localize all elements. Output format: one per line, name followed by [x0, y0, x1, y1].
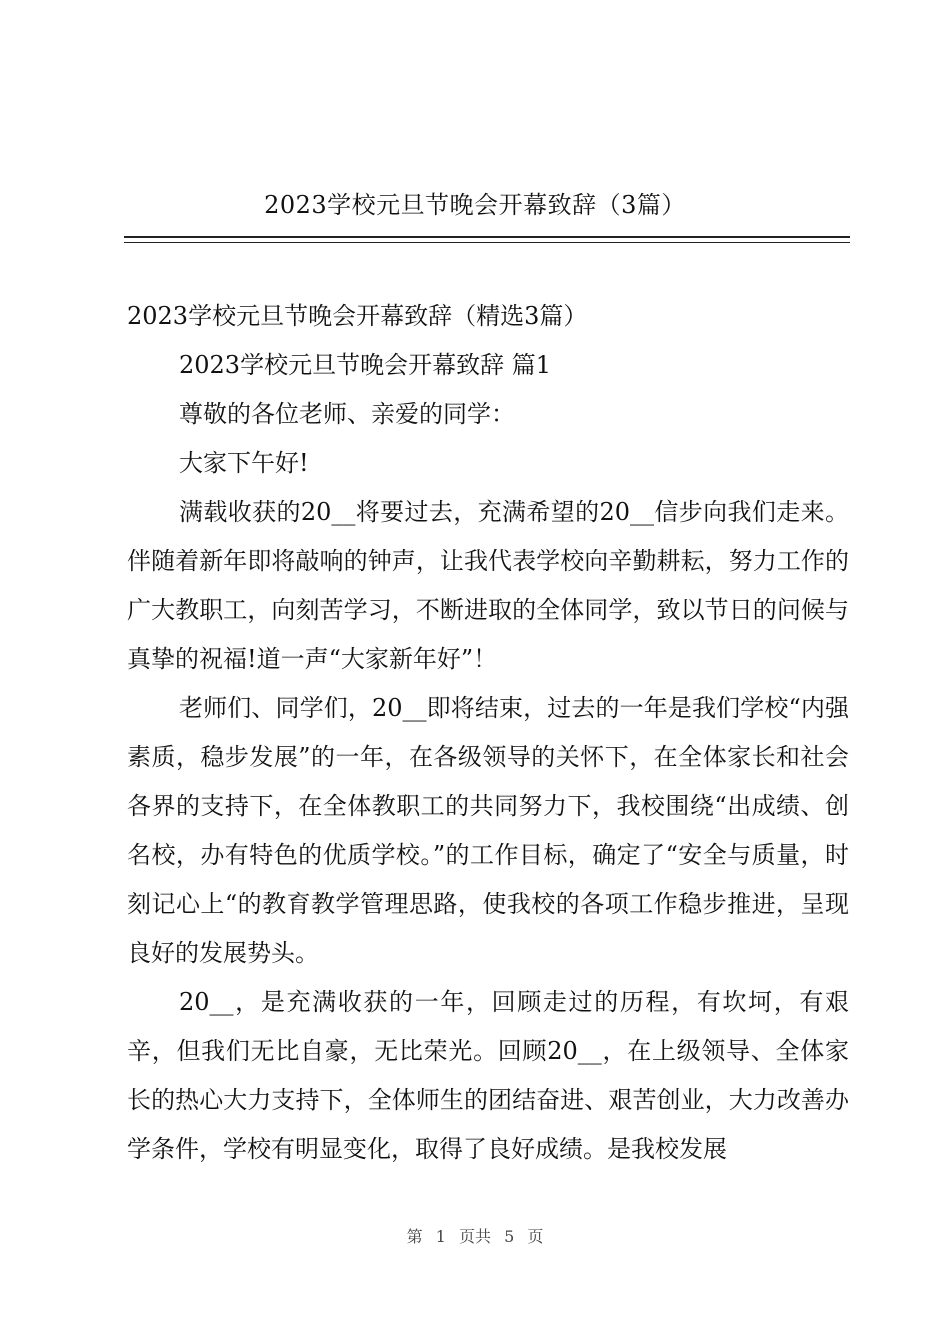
salutation: 尊敬的各位老师、亲爱的同学：	[179, 400, 515, 428]
greeting: 大家下午好!	[179, 449, 309, 477]
page-header-title: 2023学校元旦节晚会开幕致辞（3篇）	[264, 191, 686, 219]
document-title: 2023学校元旦节晚会开幕致辞（精选3篇）	[127, 302, 588, 330]
article-heading: 2023学校元旦节晚会开幕致辞 篇1	[179, 351, 551, 379]
paragraph-1: 满载收获的20__将要过去，充满希望的20__信步向我们走来。伴随着新年即将敲响的钟声，让我代表学校向辛勤耕耘，努力工作的广大教职工，向刻苦学习，不断进取的全体同学，致以节日的问候与真挚的祝福!道一声“大家新年好”！	[127, 498, 849, 673]
document-body	[127, 292, 849, 1174]
header-divider	[124, 236, 850, 243]
page-number-footer: 第 1 页共 5 页	[406, 1227, 544, 1246]
paragraph-2: 老师们、同学们，20__即将结束，过去的一年是我们学校“内强素质，稳步发展”的一年，在各级领导的关怀下，在全体家长和社会各界的支持下，在全体教职工的共同努力下，我校围绕“出成绩、创名校，办有特色的优质学校。”的工作目标，确定了“安全与质量，时刻记心上“的教育教学管理思路，使我校的各项工作稳步推进，呈现良好的发展势头。	[127, 694, 849, 967]
paragraph-3: 20__，是充满收获的一年，回顾走过的历程，有坎坷，有艰辛，但我们无比自豪，无比荣光。回顾20__，在上级领导、全体家长的热心大力支持下，全体师生的团结奋进、艰苦创业，大力改善办学条件，学校有明显变化，取得了良好成绩。是我校发展	[127, 988, 849, 1163]
